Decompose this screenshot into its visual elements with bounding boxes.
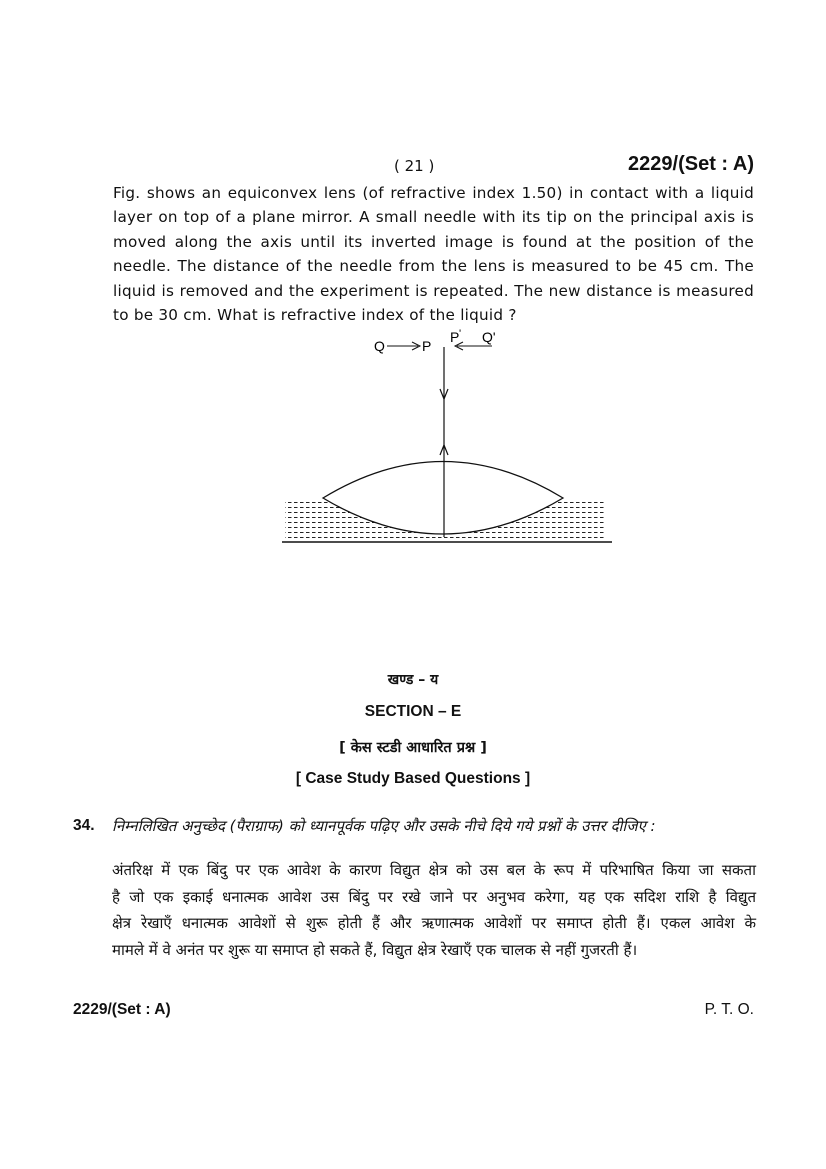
question-line: liquid is removed and the experiment is repeated. The new distance is measured [113, 281, 754, 300]
lens-mirror-figure [270, 325, 630, 555]
label-p-prime: P [450, 329, 460, 345]
case-study-paragraph [112, 857, 756, 963]
section-subtitle-english: [ Case Study Based Questions ] [295, 770, 531, 787]
paper-code-footer: 2229/(Set : A) [73, 1001, 171, 1018]
label-q-prime: Q' [482, 329, 496, 345]
question-line: layer on top of a plane mirror. A small needle with its tip on the principal axis is [113, 208, 754, 227]
svg-text:': ' [459, 328, 462, 340]
paper-code-header: 2229/(Set : A) [628, 153, 754, 175]
paragraph-line: अंतरिक्ष में एक बिंदु पर एक आवेश के कारण विद्युत क्षेत्र को उस बल के रूप में परिभाषित किया जा सकता [112, 861, 756, 879]
question-instruction: निम्नलिखित अनुच्छेद (पैराग्राफ) को ध्यानपूर्वक पढ़िए और उसके नीचे दिये गये प्रश्नों के उत्तर दीजिए : [112, 817, 656, 835]
paragraph-line: है जो एक इकाई धनात्मक आवेश उस बिंदु पर रखे जाने पर अनुभव करेगा, यह एक सदिश राशि है विद्युत [112, 887, 756, 906]
label-q: Q [374, 338, 385, 354]
question-line: Fig. shows an equiconvex lens (of refractive index 1.50) in contact with a liquid [113, 184, 754, 202]
question-line: to be 30 cm. What is refractive index of the liquid ? [113, 306, 517, 325]
section-subtitle-hindi: [ केस स्टडी आधारित प्रश्न ] [339, 740, 487, 756]
question-line: moved along the axis until its inverted image is found at the position of the [113, 232, 754, 251]
question-text [113, 181, 754, 327]
page-number: ( 21 ) [394, 157, 435, 175]
section-title-english: SECTION – E [364, 703, 462, 720]
paragraph-line: मामले में वे अनंत पर शुरू या समाप्त हो सकते हैं, विद्युत क्षेत्र रेखाएँ एक चालक से नहीं गुजरती हैं। [112, 940, 638, 959]
pto-label: P. T. O. [704, 1001, 754, 1018]
question-number: 34. [73, 817, 95, 834]
paragraph-line: क्षेत्र रेखाएँ धनात्मक आवेशों से शुरू होती हैं और ऋणात्मक आवेशों पर समाप्त होती हैं। एकल आवेश के [112, 914, 756, 932]
label-p: P [422, 338, 432, 354]
section-title-hindi: खण्ड – य [387, 672, 439, 688]
question-line: needle. The distance of the needle from the lens is measured to be 45 cm. The [113, 257, 754, 276]
